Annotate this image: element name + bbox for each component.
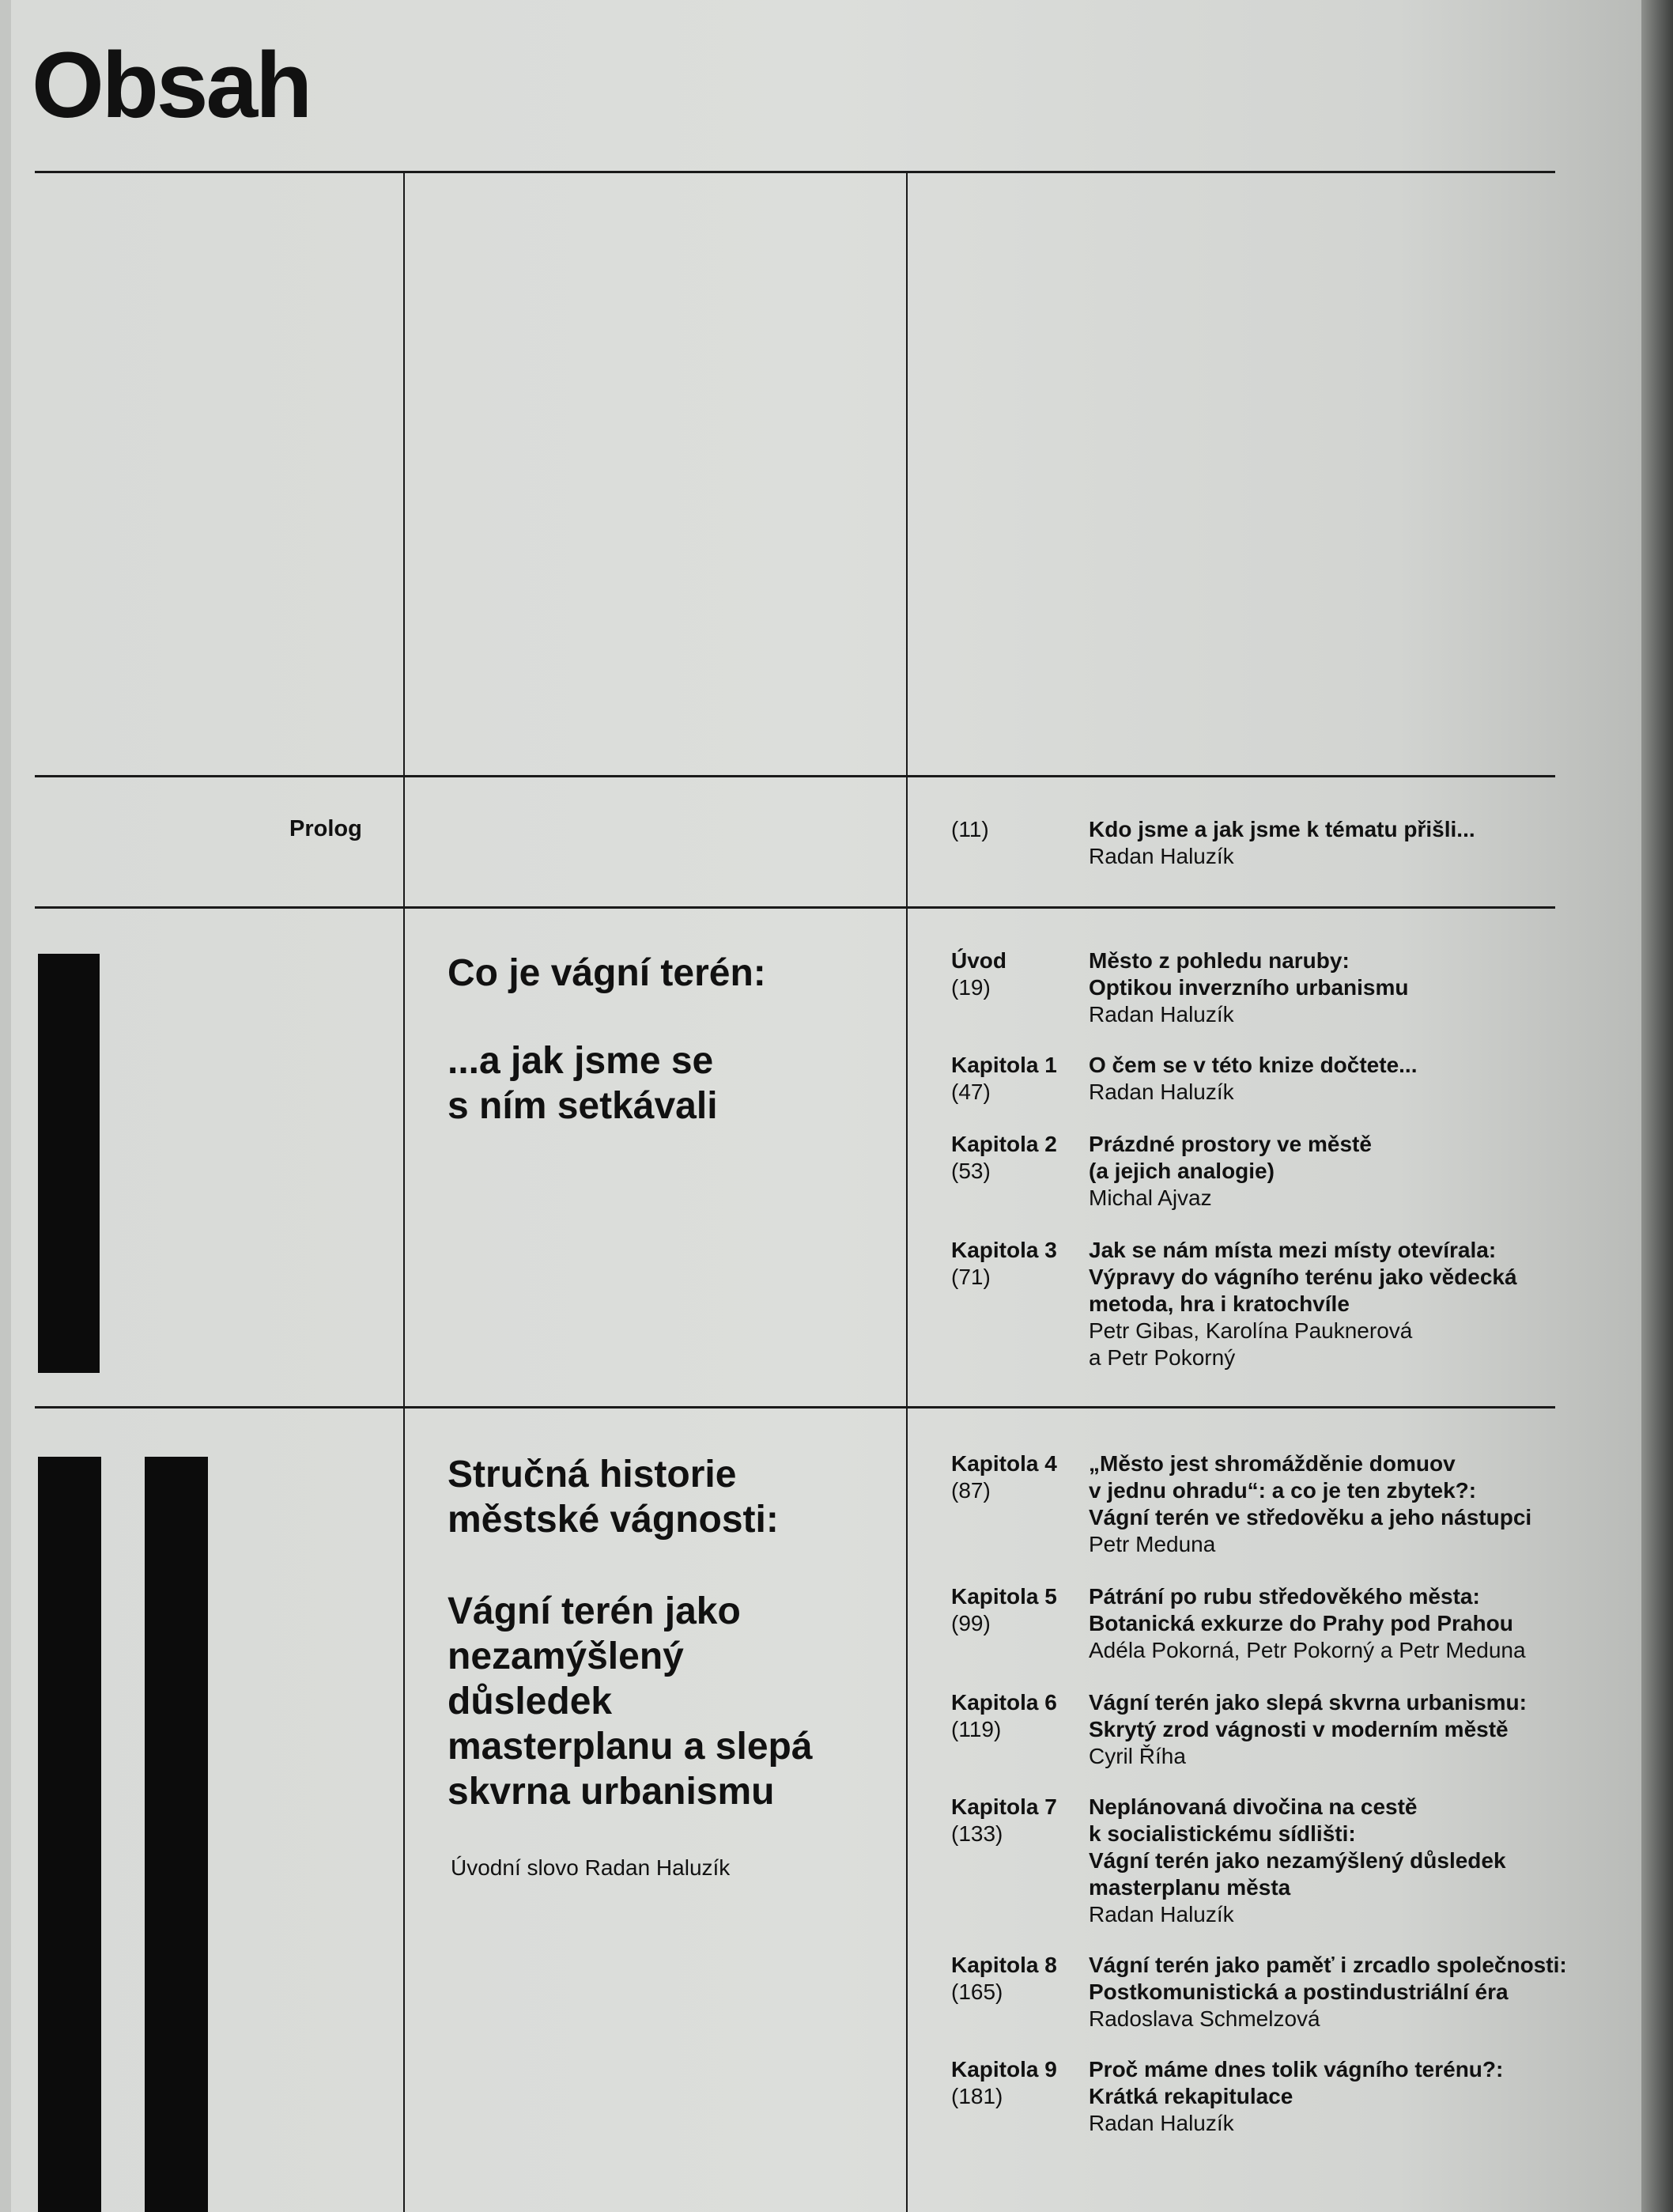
section2-marker-bar-1 xyxy=(38,1457,101,2212)
entry-label: Kapitola 5 xyxy=(951,1584,1057,1609)
entry-author: Radan Haluzík xyxy=(1089,844,1234,868)
entry-page: (119) xyxy=(951,1717,1002,1741)
prolog-label: Prolog xyxy=(289,816,362,841)
entry-title-line: masterplanu města xyxy=(1089,1875,1291,1900)
section2-subtitle-line: nezamýšlený xyxy=(448,1635,684,1677)
entry-label: Kapitola 2 xyxy=(951,1132,1057,1156)
entry-title: Kdo jsme a jak jsme k tématu přišli... xyxy=(1089,817,1475,841)
entry-title-line: Skrytý zrod vágnosti v moderním městě xyxy=(1089,1717,1509,1741)
entry-page: (133) xyxy=(951,1821,1003,1846)
entry-page: (19) xyxy=(951,975,991,1000)
entry-page: (181) xyxy=(951,2084,1003,2108)
entry-title-line: Město z pohledu naruby: xyxy=(1089,948,1350,973)
entry-label: Kapitola 8 xyxy=(951,1953,1057,1977)
section2-subtitle-line: důsledek xyxy=(448,1681,613,1722)
entry-title-line: Neplánovaná divočina na cestě xyxy=(1089,1794,1418,1819)
entry-page: (165) xyxy=(951,1979,1003,2004)
entry-title-line: Vágní terén jako slepá skvrna urbanismu: xyxy=(1089,1690,1527,1715)
entry-author: Adéla Pokorná, Petr Pokorný a Petr Meduna xyxy=(1089,1638,1526,1662)
section2-intro: Úvodní slovo Radan Haluzík xyxy=(451,1855,731,1880)
entry-page: (71) xyxy=(951,1265,991,1289)
column-divider-1 xyxy=(403,171,405,2212)
entry-page: (99) xyxy=(951,1611,991,1635)
page-edge xyxy=(1641,0,1673,2212)
entry-title-line: Jak se nám místa mezi místy otevírala: xyxy=(1089,1238,1497,1262)
entry-author: Michal Ajvaz xyxy=(1089,1185,1212,1210)
rule-before-section1 xyxy=(35,906,1555,909)
section2-subtitle-line: masterplanu a slepá xyxy=(448,1726,813,1768)
entry-label: Kapitola 1 xyxy=(951,1053,1057,1077)
section1-subtitle-line: s ním setkávali xyxy=(448,1085,718,1127)
section1-marker-bar xyxy=(38,954,100,1373)
entry-label: Kapitola 6 xyxy=(951,1690,1057,1715)
entry-page: (47) xyxy=(951,1080,991,1104)
entry-title-line: Vágní terén jako paměť i zrcadlo společnosti: xyxy=(1089,1953,1567,1977)
entry-author: a Petr Pokorný xyxy=(1089,1345,1236,1370)
entry-title-line: Postkomunistická a postindustriální éra xyxy=(1089,1979,1509,2004)
entry-title-line: metoda, hra i kratochvíle xyxy=(1089,1291,1350,1316)
section2-marker-bar-2 xyxy=(145,1457,208,2212)
entry-author: Radan Haluzík xyxy=(1089,1080,1234,1104)
entry-title-line: Optikou inverzního urbanismu xyxy=(1089,975,1409,1000)
entry-title-line: „Město jest shromážděnie domuov xyxy=(1089,1451,1456,1476)
entry-label: Kapitola 4 xyxy=(951,1451,1057,1476)
entry-title-line: (a jejich analogie) xyxy=(1089,1159,1275,1183)
entry-label: Kapitola 3 xyxy=(951,1238,1057,1262)
entry-author: Radan Haluzík xyxy=(1089,1002,1234,1027)
entry-label: Úvod xyxy=(951,948,1006,973)
section2-title-line: Stručná historie xyxy=(448,1454,737,1495)
column-divider-2 xyxy=(906,171,908,2212)
entry-title-line: Proč máme dnes tolik vágního terénu?: xyxy=(1089,2057,1504,2082)
entry-author: Cyril Říha xyxy=(1089,1744,1186,1768)
entry-title-line: k socialistickému sídlišti: xyxy=(1089,1821,1356,1846)
entry-title-line: Vágní terén jako nezamýšlený důsledek xyxy=(1089,1848,1506,1873)
entry-title-line: Prázdné prostory ve městě xyxy=(1089,1132,1372,1156)
section1-title: Co je vágní terén: xyxy=(448,952,766,994)
section2-subtitle-line: Vágní terén jako xyxy=(448,1590,741,1632)
entry-label: Kapitola 9 xyxy=(951,2057,1057,2082)
section2-subtitle-line: skvrna urbanismu xyxy=(448,1771,775,1813)
entry-title-line: Vágní terén ve středověku a jeho nástupci xyxy=(1089,1505,1532,1529)
entry-author: Radan Haluzík xyxy=(1089,2111,1234,2135)
entry-title-line: v jednu ohradu“: a co je ten zbytek?: xyxy=(1089,1478,1477,1503)
entry-author: Petr Meduna xyxy=(1089,1532,1216,1556)
entry-page: (87) xyxy=(951,1478,991,1503)
entry-author: Radoslava Schmelzová xyxy=(1089,2006,1320,2031)
entry-author: Petr Gibas, Karolína Pauknerová xyxy=(1089,1318,1413,1343)
entry-title-line: Výpravy do vágního terénu jako vědecká xyxy=(1089,1265,1517,1289)
section2-title-line: městské vágnosti: xyxy=(448,1499,779,1541)
entry-label: Kapitola 7 xyxy=(951,1794,1057,1819)
entry-page: (11) xyxy=(951,817,989,841)
entry-title-line: O čem se v této knize dočtete... xyxy=(1089,1053,1418,1077)
entry-author: Radan Haluzík xyxy=(1089,1902,1234,1927)
section1-subtitle-line: ...a jak jsme se xyxy=(448,1040,714,1082)
rule-before-section2 xyxy=(35,1406,1555,1408)
entry-title-line: Botanická exkurze do Prahy pod Prahou xyxy=(1089,1611,1513,1635)
entry-title-line: Krátká rekapitulace xyxy=(1089,2084,1293,2108)
entry-title-line: Pátrání po rubu středověkého města: xyxy=(1089,1584,1480,1609)
page-title: Obsah xyxy=(32,33,311,138)
entry-page: (53) xyxy=(951,1159,991,1183)
rule-before-prolog xyxy=(35,775,1555,777)
top-rule xyxy=(35,171,1555,173)
